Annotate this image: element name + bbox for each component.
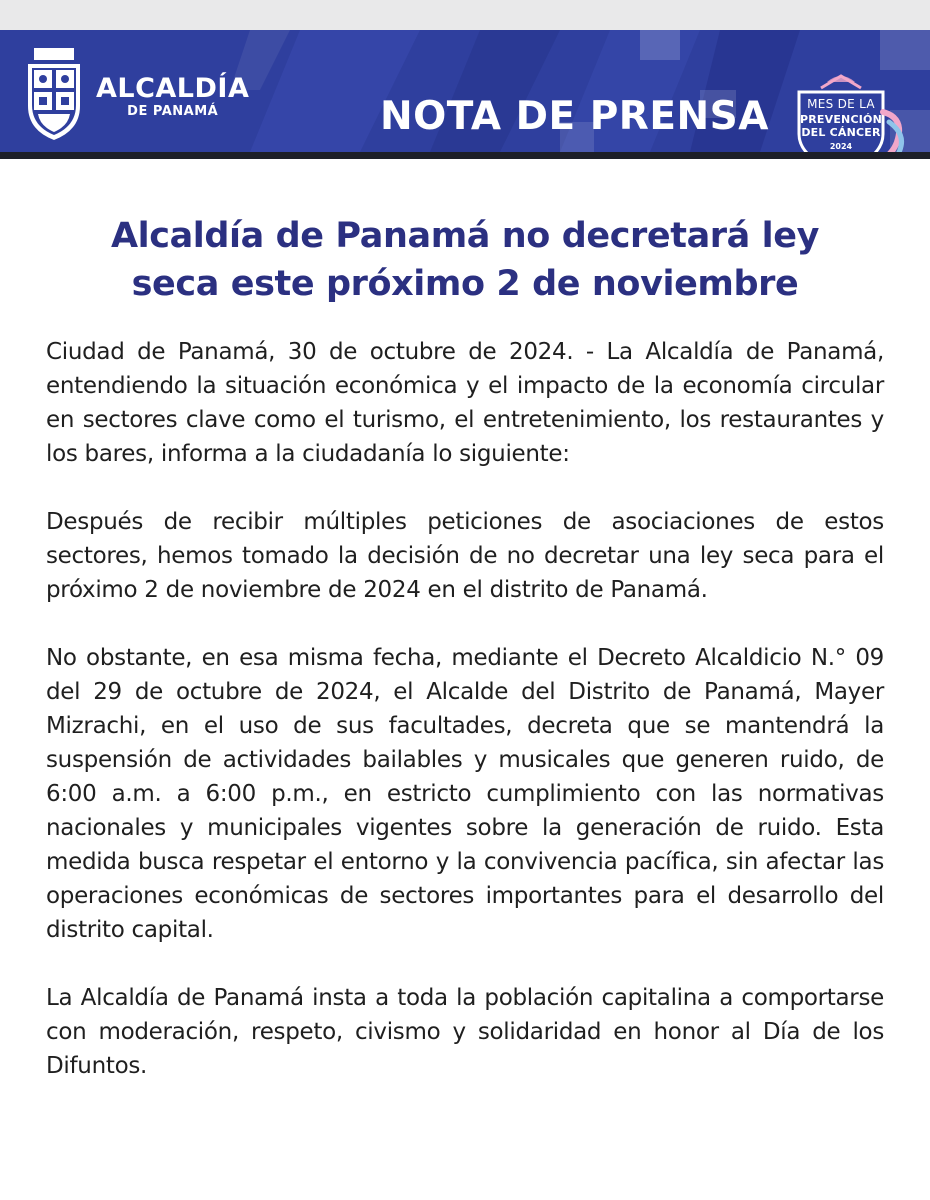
press-banner: [0, 30, 930, 152]
brand-name: ALCALDÍA: [96, 73, 250, 104]
headline: [40, 212, 890, 308]
banner-bottom-border: [0, 152, 930, 159]
cancer-prevention-badge: [793, 72, 911, 152]
headline-line-1: Alcaldía de Panamá no decretará ley: [110, 216, 820, 256]
coat-of-arms-icon: [24, 48, 84, 144]
campaign-emblem-icon: [793, 72, 911, 152]
campaign-line-2: PREVENCIÓN: [799, 113, 882, 126]
campaign-year: 2024: [829, 142, 853, 151]
brand-subtitle: DE PANAMÁ: [127, 104, 219, 119]
alcaldia-logo: [96, 74, 249, 120]
body-paragraph-3: No obstante, en esa misma fecha, mediante el Decreto Alcaldicio N.° 09 del 29 de octubre de 2024, el Alcalde del Distrito de Panamá, Mayer Mizrachi, en el uso de sus facultades, decreta que se mantendrá la suspensión de actividades bailables y musicales que generen ruido, de 6:00 a.m. a 6:00 p.m., en estricto cumplimiento con las normativas nacionales y municipales vigentes sobre la generación de ruido. Esta medida busca respetar el entorno y la convivencia pacífica, sin afectar las operaciones económicas de sectores importantes para el desarrollo del distrito capital.: [46, 645, 884, 943]
top-gray-strip: [0, 0, 930, 30]
body-paragraph-4: La Alcaldía de Panamá insta a toda la población capitalina a comportarse con moderación, respeto, civismo y solidaridad en honor al Día de los Difuntos.: [46, 985, 884, 1079]
headline-line-2: seca este próximo 2 de noviembre: [131, 264, 799, 304]
campaign-line-3: DEL CÁNCER: [801, 126, 881, 139]
body-paragraph-1: Ciudad de Panamá, 30 de octubre de 2024. - La Alcaldía de Panamá, entendiendo la situación económica y el impacto de la economía circular en sectores clave como el turismo, el entretenimiento, los restaurantes y los bares, informa a la ciudadanía lo siguiente:: [46, 339, 884, 467]
body-paragraph-2: Después de recibir múltiples peticiones de asociaciones de estos sectores, hemos tomado la decisión de no decretar una ley seca para el próximo 2 de noviembre de 2024 en el distrito de Panamá.: [46, 509, 884, 603]
press-release-label: NOTA DE PRENSA: [380, 94, 769, 139]
press-release-body: [46, 335, 884, 1117]
campaign-line-1: MES DE LA: [807, 97, 875, 111]
